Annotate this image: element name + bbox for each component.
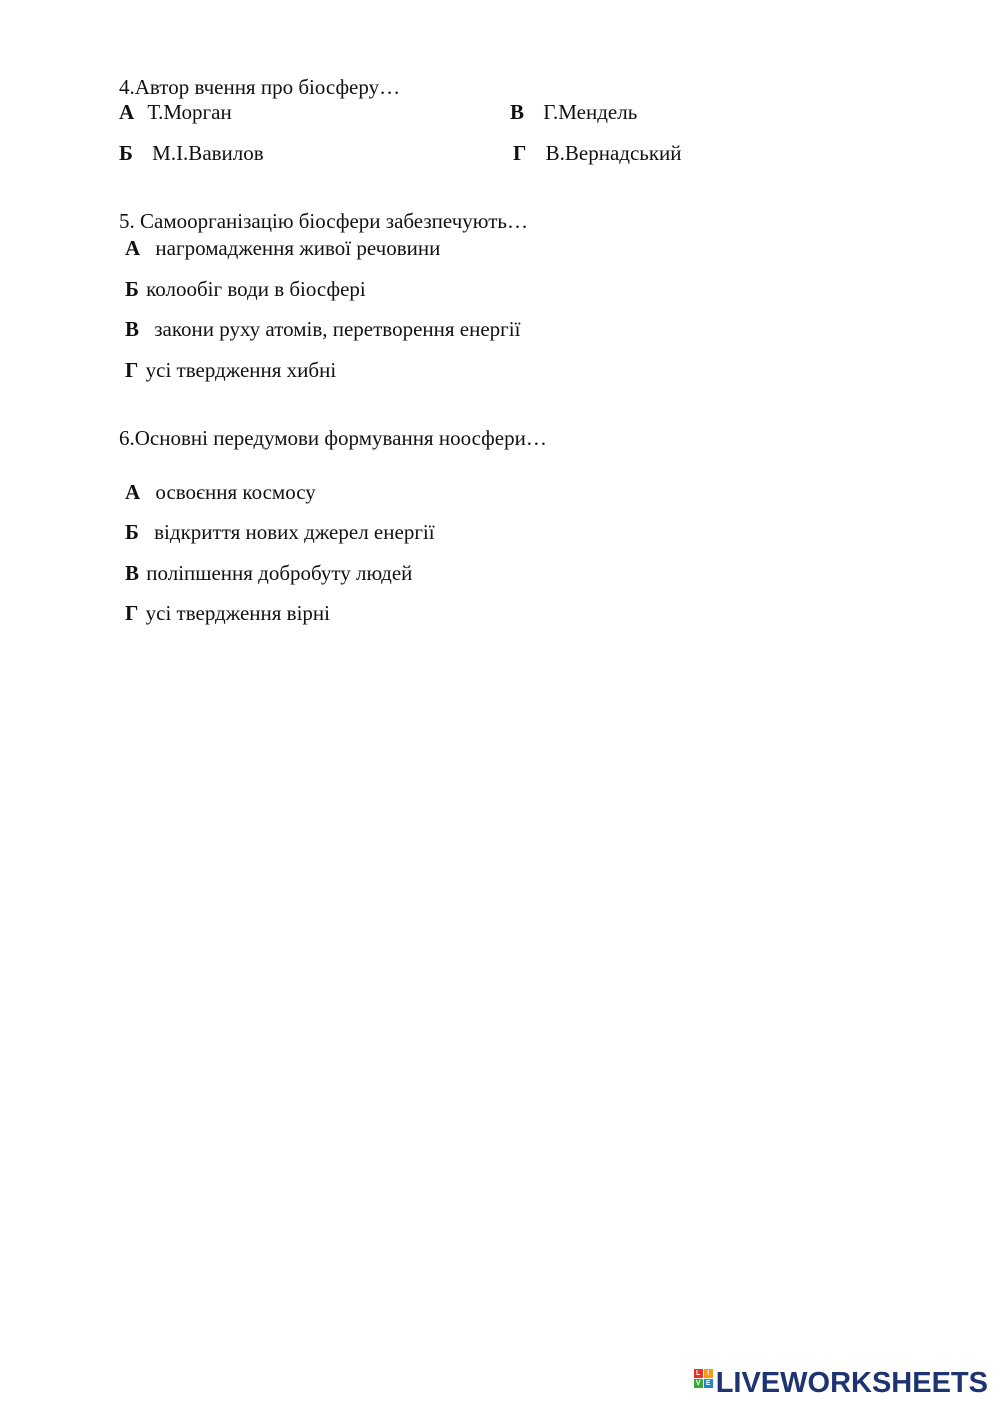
option-text: закони руху атомів, перетворення енергії — [154, 317, 521, 341]
q6-option-b[interactable] — [125, 522, 435, 543]
option-letter: А — [125, 480, 141, 504]
logo-l-tile: L — [694, 1369, 703, 1378]
logo-v-tile: V — [694, 1379, 703, 1388]
option-text: освоєння космосу — [155, 480, 316, 504]
q5-option-a[interactable] — [125, 238, 440, 259]
option-text: В.Вернадський — [545, 141, 682, 165]
option-letter: А — [125, 236, 141, 260]
question-4-title: 4.Автор вчення про біосферу… — [119, 75, 401, 99]
option-letter: Г — [125, 601, 139, 625]
option-letter: Б — [125, 277, 139, 301]
q4-option-a[interactable] — [119, 102, 232, 123]
option-letter: А — [119, 100, 135, 124]
q5-option-c[interactable] — [125, 319, 520, 340]
q6-option-a[interactable] — [125, 482, 316, 503]
option-text: Т.Морган — [147, 100, 232, 124]
option-text: М.І.Вавилов — [152, 141, 264, 165]
question-5-title: 5. Самоорганізацію біосфери забезпечують… — [119, 209, 528, 233]
logo-e-tile: E — [704, 1379, 713, 1388]
option-text: поліпшення добробуту людей — [146, 561, 413, 585]
option-text: нагромадження живої речовини — [155, 236, 441, 260]
logo-mark-icon — [694, 1369, 713, 1398]
logo-text: LIVEWORKSHEETS — [715, 1366, 988, 1399]
liveworksheets-logo[interactable] — [694, 1368, 988, 1398]
option-letter: Б — [119, 141, 133, 165]
q4-option-c[interactable] — [510, 102, 637, 123]
question-6-title: 6.Основні передумови формування ноосфери… — [119, 426, 547, 450]
option-text: Г.Мендель — [543, 100, 638, 124]
option-letter: Б — [125, 520, 139, 544]
q5-option-d[interactable] — [125, 360, 336, 381]
q4-option-b[interactable] — [119, 143, 264, 164]
option-text: відкриття нових джерел енергії — [154, 520, 435, 544]
option-letter: В — [510, 100, 525, 124]
option-text: усі твердження вірні — [145, 601, 330, 625]
option-letter: Г — [513, 141, 527, 165]
q4-option-d[interactable] — [513, 143, 682, 164]
logo-i-tile: I — [704, 1369, 713, 1378]
q6-option-d[interactable] — [125, 603, 330, 624]
q6-option-c[interactable] — [125, 563, 412, 584]
option-letter: В — [125, 317, 140, 341]
option-text: колообіг води в біосфері — [146, 277, 366, 301]
q5-option-b[interactable] — [125, 279, 366, 300]
option-letter: Г — [125, 358, 139, 382]
option-text: усі твердження хибні — [145, 358, 337, 382]
option-letter: В — [125, 561, 140, 585]
